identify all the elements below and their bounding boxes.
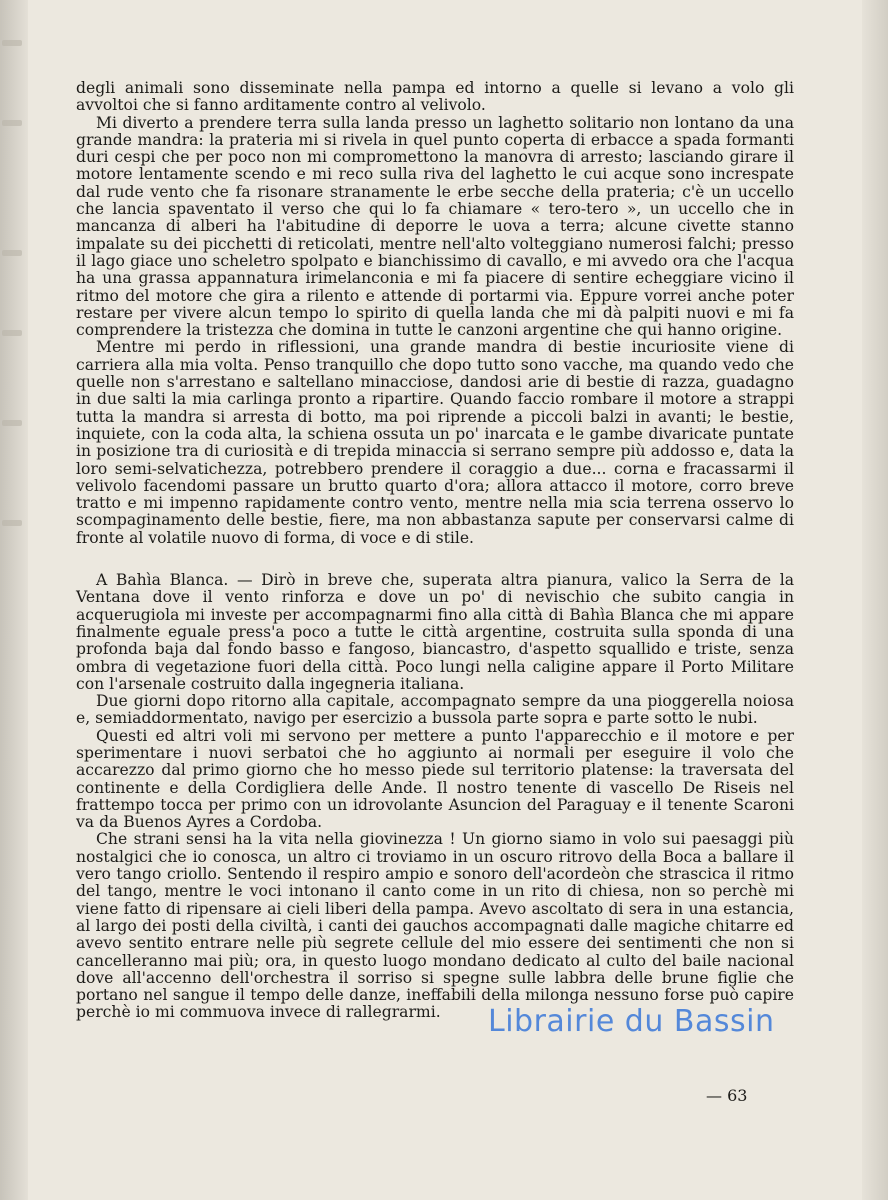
paragraph: Mi diverto a prendere terra sulla landa presso un laghetto solitario non lontano da una grande mandra: la prateria mi si rivela in quel punto coperta di erbacce a spada formanti duri cespi che per poco non mi compromettono la manovra di arresto; lasciando girare il motore lentamente scendo e mi reco sulla riva del laghetto le cui acque sono increspate dal rude vento che fa risonare stranamente le erbe secche della prateria; c'è un uccello che lancia spaventato il verso che qui lo fa chiamare « tero-tero », un uccello che in mancanza di alberi ha l'abitudine di deporre le uova a terra; alcune civette stanno impalate su dei picchetti di reticolati, mentre nell'alto volteggiano numerosi falchi; presso il lago giace uno scheletro spolpato e bianchissimo di cavallo, e mi avvedo ora che l'acqua ha una grassa appannatura irimelanconia e mi fa piacere di sentire echeggiare vicino il ritmo del motore che gira a rilento e attende di portarmi via. Eppure vorrei anche poter restare per vivere alcun tempo lo spirito di quella landa che mi dà palpiti nuovi e mi fa comprendere la tristezza che domina in tutte le canzoni argentine che qui hanno origine. <box>76 113 794 340</box>
paragraph: Che strani sensi ha la vita nella giovinezza ! Un giorno siamo in volo sui paesaggi più nostalgici che io conosca, un altro ci troviamo in un oscuro ritrovo della Boca a ballare il vero tango criollo. Sentendo il respiro ampio e sonoro dell'acordeòn che strascica il ritmo del tango, mentre le voci intonano il canto come in un rito di chiesa, non so perchè mi viene fatto di ripensare ai cieli liberi della pampa. Avevo ascoltato di sera in una estancia, al largo dei posti della civiltà, i canti dei gauchos accompagnati dalle magiche chitarre ed avevo sentito entrare nelle più segrete cellule del mio essere dei sentimenti che non si cancelleranno mai più; ora, in questo luogo mondano dedicato al culto del baile nacional dove all'accenno dell'orchestra il sorriso si spegne sulle labbra delle brune figlie che portano nel sangue il tempo delle danze, ineffabili della milonga nessuno forse può capire perchè io mi commuova invece di rallegrarmi. <box>76 830 794 1022</box>
margin-shadow-mark <box>2 330 22 336</box>
section-paragraph-bahia-blanca: A Bahìa Blanca. — Dirò in breve che, superata altra pianura, valico la Serra de la Ventana dove il vento rinforza e dove un po' di nevischio che subito cangia in acquerugiola mi investe per accompagnarmi fino alla città di Bahìa Blanca che mi appare finalmente eguale press'a poco a tutte le città argentine, costruita sulla sponda di una profonda baja dal fondo basso e fangoso, biancastro, d'aspetto squallido e triste, senza ombra di vegetazione fuori della città. Poco lungi nella caligine appare il Porto Militare con l'arsenale costruito dalla ingegneria italiana. <box>76 571 794 693</box>
page-edge <box>862 0 888 1200</box>
watermark-text: Librairie du Bassin <box>488 1004 775 1039</box>
paragraph: Due giorni dopo ritorno alla capitale, accompagnato sempre da una pioggerella noiosa e, semiaddormentato, navigo per esercizio a bussola parte sopra e parte sotto le nubi. <box>76 692 794 728</box>
page-number: — 63 <box>706 1086 748 1105</box>
paragraph: Mentre mi perdo in riflessioni, una grande mandra di bestie incuriosite viene di carriera alla mia volta. Penso tranquillo che dopo tutto sono vacche, ma quando vedo che quelle non s'arrestano e saltellano minacciose, dandosi arie di bestie di razza, guadagno in due salti la mia carlinga pronto a ripartire. Quando faccio rombare il motore a strappi tutta la mandra si arresta di botto, ma poi riprende a piccoli balzi in avanti; le bestie, inquiete, con la coda alta, la schiena ossuta un po' inarcata e le gambe divaricate puntate in posizione tra di curiosità e di trepida minaccia si serrano sempre più addosso e, data la loro semi-selvatichezza, potrebbero prendere il coraggio a due... corna e fracassarmi il velivolo facendomi passare un brutto quarto d'ora; allora attacco il motore, corro breve tratto e mi impenno rapidamente contro vento, mentre nella mia scia terrena osservo lo scompaginamento delle bestie, fiere, ma non abbastanza sapute per conservarsi calme di fronte al volatile nuovo di forma, di voce e di stile. <box>76 338 794 547</box>
margin-shadow-mark <box>2 250 22 256</box>
margin-shadow-mark <box>2 120 22 126</box>
paragraph: Questi ed altri voli mi servono per mettere a punto l'apparecchio e il motore e per sperimentare i nuovi serbatoi che ho aggiunto ai normali per eseguire il volo che accarezzo dal primo giorno che ho messo piede sul territorio platense: la traversata del continente e della Cordigliera delle Ande. Il nostro tenente di vascello De Riseis nel frattempo tocca per primo con un idrovolante Asuncion del Paraguay e il tenente Scaroni va da Buenos Ayres a Cordoba. <box>76 726 794 832</box>
paragraph: degli animali sono disseminate nella pampa ed intorno a quelle si levano a volo gli avvoltoi che si fanno arditamente contro al velivolo. <box>76 79 794 115</box>
margin-shadow-mark <box>2 420 22 426</box>
adjacent-page-margin <box>0 0 28 1200</box>
margin-shadow-mark <box>2 520 22 526</box>
page-body-text <box>76 80 794 1022</box>
margin-shadow-mark <box>2 40 22 46</box>
